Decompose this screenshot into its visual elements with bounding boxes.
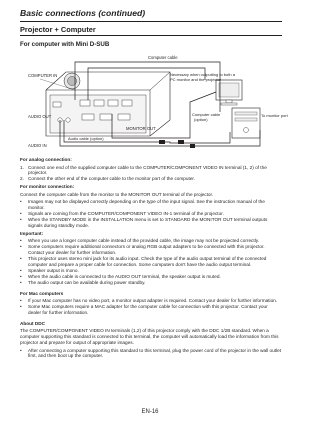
label-monitor-out: MONITOR OUT	[126, 126, 156, 131]
analog-step-2-text: Connect the other end of the computer cable to the monitor port of the computer.	[28, 176, 196, 182]
label-audio-out: AUDIO OUT	[28, 114, 52, 119]
important-bullet-4: • Speaker output is mono.	[20, 267, 79, 273]
label-to-monitor-port: To monitor port	[261, 113, 288, 118]
label-audio-in: AUDIO IN	[28, 143, 47, 148]
label-computer-cable: Computer cable	[148, 55, 178, 60]
important-bullet-6: • The audio output can be available during power standby.	[20, 279, 146, 285]
monitor-bullet-1: • Images may not be displayed correctly depending on the type of the input signal. See the instruction manual of the monitor.	[20, 199, 265, 211]
label-necessary-1: Necessary when outputting to both a	[170, 72, 235, 77]
analog-step-2	[20, 176, 282, 182]
monitor-intro: Connect the computer cable from the monitor to the MONITOR OUT terminal of the projector.	[20, 191, 214, 197]
mac-bullet-1: • If your Mac computer has no video port, a monitor output adapter is required. Contact your dealer for further information.	[20, 298, 278, 303]
label-computer-in: COMPUTER IN	[28, 73, 58, 78]
analog-step-1-num: 1.	[20, 164, 24, 170]
monitor-bullet-2: • Signals are coming from the COMPUTER/COMPONENT VIDEO IN-1 terminal of the projector.	[20, 211, 224, 217]
important-heading: Important:	[20, 230, 44, 236]
monitor-bullet-3: • When the STANDBY MODE in the INSTALLATION menu is set to STANDARD the MONITOR OUT terminal outputs signals during standby mode.	[20, 216, 268, 228]
analog-step-1	[20, 165, 282, 177]
analog-heading: For analog connection:	[20, 157, 72, 162]
label-necessary-2: PC monitor and the projector	[170, 77, 222, 82]
ddc-paragraph: The COMPUTER/COMPONENT VIDEO IN terminals (1,2) of this projector comply with the DDC 1/2B standard. When a computer supporting this standard is connected to this terminal, the computer will automatically load the information from this projector and prepare for output of appropriate images.	[20, 328, 279, 346]
label-audio-cable-option: Audio cable (option)	[68, 136, 104, 141]
subsection-title: For computer with Mini D-SUB	[20, 41, 110, 48]
page-number: EN-16	[141, 409, 159, 415]
computer-illustration	[232, 108, 260, 138]
monitor-heading: For monitor connection:	[20, 184, 75, 190]
important-bullet-3: • This projector uses stereo mini jack for its audio input. Check the type of the audio output terminal of the connected computer and prepare a proper cable for connection. Some computers don't have the audio output terminal.	[20, 255, 267, 267]
ddc-heading: About DDC	[20, 320, 45, 326]
label-computer-cable-option-1: Computer cable	[192, 112, 221, 117]
section-rule	[20, 35, 282, 36]
connection-diagram	[20, 50, 288, 150]
mac-bullet-2: • Some Mac computers require a MAC adapter for the computer cable for connection with this projector. Contact your dealer for further information.	[20, 303, 268, 315]
important-bullet-2: • Some computers require additional connectors or analog RGB output adapters to be connected with this projector. Contact your dealer for further information.	[20, 244, 265, 256]
mac-heading: For Mac computers	[20, 290, 64, 296]
section-title: Projector + Computer	[20, 25, 96, 34]
header-rule	[20, 21, 282, 22]
instructions-body	[20, 155, 282, 359]
page-header: Basic connections (continued)	[20, 8, 146, 18]
important-bullet-5: • When the audio cable is connected to the AUDIO OUT terminal, the speaker output is muted.	[20, 273, 221, 279]
analog-step-2-num: 2.	[20, 176, 24, 182]
analog-step-1-text: Connect one end of the supplied computer cable to the COMPUTER/COMPONENT VIDEO IN terminal (1, 2) of the projector.	[28, 164, 267, 176]
important-bullet-1: • When you use a longer computer cable instead of the provided cable, the image may not be projected correctly.	[20, 238, 260, 244]
label-computer-cable-option-2: (option)	[194, 117, 208, 122]
ddc-bullet-1: • After connecting a computer supporting this standard to this terminal, plug the power cord of the projector in the wall outlet first, and then boot up the computer.	[20, 347, 282, 359]
